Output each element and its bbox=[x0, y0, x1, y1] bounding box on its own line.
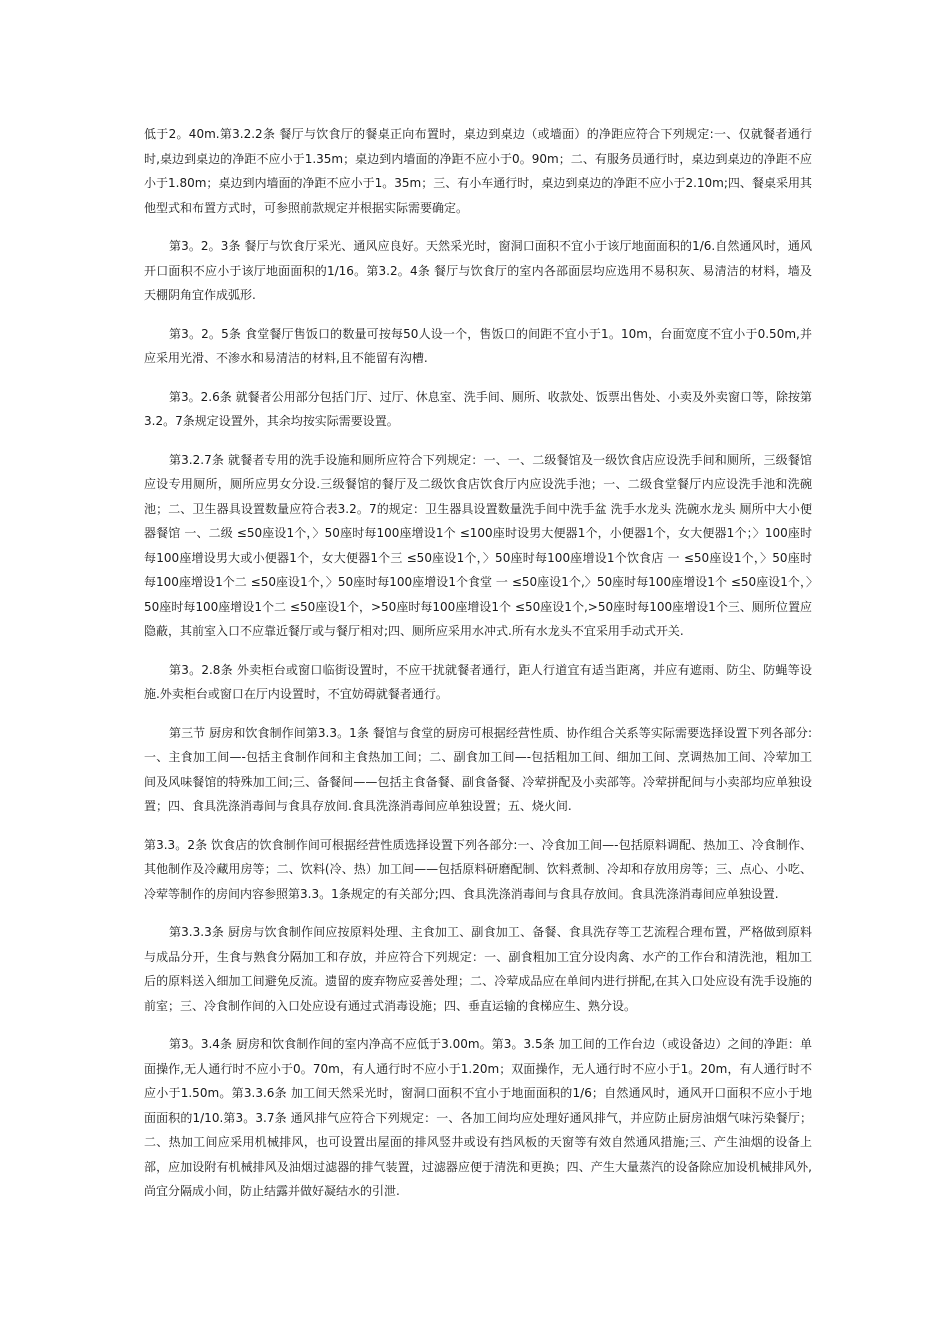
paragraph-3-2-6: 第3。2.6条 就餐者公用部分包括门厅、过厅、休息室、洗手间、厕所、收款处、饭票出售处、小卖及外卖窗口等，除按第3.2。7条规定设置外，其余均按实际需要设置。 bbox=[144, 389, 812, 428]
paragraph-3-2-7: 第3.2.7条 就餐者专用的洗手设施和厕所应符合下列规定：一、一、二级餐馆及一级饮食店应设洗手间和厕所，三级餐馆应设专用厕所，厕所应男女分设.三级餐馆的餐厅及二级饮食店饮食厅内应设洗手池；一、二级食堂餐厅内应设洗手池和洗碗池；二、卫生器具设置数量应符合表3.2。7的规定：卫生器具设置数量洗手间中洗手盆 洗手水龙头 洗碗水龙头 厕所中大小便器餐馆 一、二级 ≤50座设1个，〉50座时每100座增设1个 ≤100座时设男大便器1个，小便器1个，女大便器1个；〉100座时每100座增设男大或小便器1个，女大便器1个三 ≤50座设1个，〉50座时每100座增设1个饮食店 一 ≤50座设1个，〉50座时每100座增设1个二 ≤50座设1个，〉50座时每100座增设1个食堂 一 ≤50座设1个,〉50座时每100座增设1个 ≤50座设1个，〉50座时每100座增设1个二 ≤50座设1个，>50座时每100座增设1个 ≤50座设1个,>50座时每100座增设1个三、厕所位置应隐蔽，其前室入口不应靠近餐厅或与餐厅相对;四、厕所应采用水冲式.所有水龙头不宜采用手动式开关. bbox=[144, 452, 812, 638]
paragraph-3-3-4: 第3。3.4条 厨房和饮食制作间的室内净高不应低于3.00m。第3。3.5条 加工间的工作台边（或设备边）之间的净距：单面操作,无人通行时不应小于0。70m，有人通行时不应小于1.20m；双面操作，无人通行时不应小于1。20m，有人通行时不应小于1.50m。第3.3.6条 加工间天然采光时，窗洞口面积不宜小于地面面积的1/6；自然通风时，通风开口面积不应小于地面面积的1/10.第3。3.7条 通风排气应符合下列规定：一、各加工间均应处理好通风排气，并应防止厨房油烟气味污染餐厅；二、热加工间应采用机械排风，也可设置出屋面的排风竖井或设有挡风板的天窗等有效自然通风措施;三、产生油烟的设备上部，应加设附有机械排风及油烟过滤器的排气装置，过滤器应便于清洗和更换；四、产生大量蒸汽的设备除应加设机械排风外,尚宜分隔成小间，防止结露并做好凝结水的引泄. bbox=[144, 1037, 812, 1198]
paragraph-3-2-5: 第3。2。5条 食堂餐厅售饭口的数量可按每50人设一个，售饭口的间距不宜小于1。10m，台面宽度不宜小于0.50m,并应采用光滑、不渗水和易清洁的材料,且不能留有沟槽. bbox=[144, 326, 812, 365]
paragraph-3-2-2: 低于2。40m.第3.2.2条 餐厅与饮食厅的餐桌正向布置时，桌边到桌边（或墙面）的净距应符合下列规定:一、仅就餐者通行时,桌边到桌边的净距不应小于1.35m；桌边到内墙面的净距不应小于0。90m；二、有服务员通行时，桌边到桌边的净距不应小于1.80m；桌边到内墙面的净距不应小于1。35m；三、有小车通行时，桌边到桌边的净距不应小于2.10m;四、餐桌采用其他型式和布置方式时，可参照前款规定并根据实际需要确定。 bbox=[144, 127, 812, 215]
paragraph-3-2-3: 第3。2。3条 餐厅与饮食厅采光、通风应良好。天然采光时，窗洞口面积不宜小于该厅地面面积的1/6.自然通风时，通风开口面积不应小于该厅地面面积的1/16。第3.2。4条 餐厅与饮食厅的室内各部面层均应选用不易积灰、易清洁的材料，墙及天棚阴角宜作成弧形. bbox=[144, 239, 812, 302]
paragraph-3-2-8: 第3。2.8条 外卖柜台或窗口临街设置时，不应干扰就餐者通行，距人行道宜有适当距离，并应有遮雨、防尘、防蝇等设施.外卖柜台或窗口在厅内设置时，不宜妨碍就餐者通行。 bbox=[144, 662, 812, 701]
paragraph-3-3-3: 第3.3.3条 厨房与饮食制作间应按原料处理、主食加工、副食加工、备餐、食具洗存等工艺流程合理布置，严格做到原料与成品分开，生食与熟食分隔加工和存放，并应符合下列规定：一、副食粗加工宜分设肉禽、水产的工作台和清洗池，粗加工后的原料送入细加工间避免反流。遗留的废弃物应妥善处理；二、冷荤成品应在单间内进行拼配,在其入口处应设有洗手设施的前室；三、冷食制作间的入口处应设有通过式消毒设施；四、垂直运输的食梯应生、熟分设。 bbox=[144, 925, 812, 1013]
paragraph-3-3-2: 第3.3。2条 饮食店的饮食制作间可根据经营性质选择设置下列各部分:一、冷食加工间—-包括原料调配、热加工、冷食制作、其他制作及冷藏用房等；二、饮料(冷、热）加工间——包括原料研磨配制、饮料煮制、冷却和存放用房等；三、点心、小吃、冷荤等制作的房间内容参照第3.3。1条规定的有关部分;四、食具洗涤消毒间与食具存放间。食具洗涤消毒间应单独设置. bbox=[144, 837, 812, 901]
document-body bbox=[144, 122, 812, 1218]
paragraph-3-3-1: 第三节 厨房和饮食制作间第3.3。1条 餐馆与食堂的厨房可根据经营性质、协作组合关系等实际需要选择设置下列各部分:一、主食加工间—-包括主食制作间和主食热加工间；二、副食加工间—-包括粗加工间、细加工间、烹调热加工间、冷荤加工间及风味餐馆的特殊加工间;三、备餐间——包括主食备餐、副食备餐、冷荤拼配及小卖部等。冷荤拼配间与小卖部均应单独设置；四、食具洗涤消毒间与食具存放间.食具洗涤消毒间应单独设置；五、烧火间. bbox=[144, 725, 812, 813]
